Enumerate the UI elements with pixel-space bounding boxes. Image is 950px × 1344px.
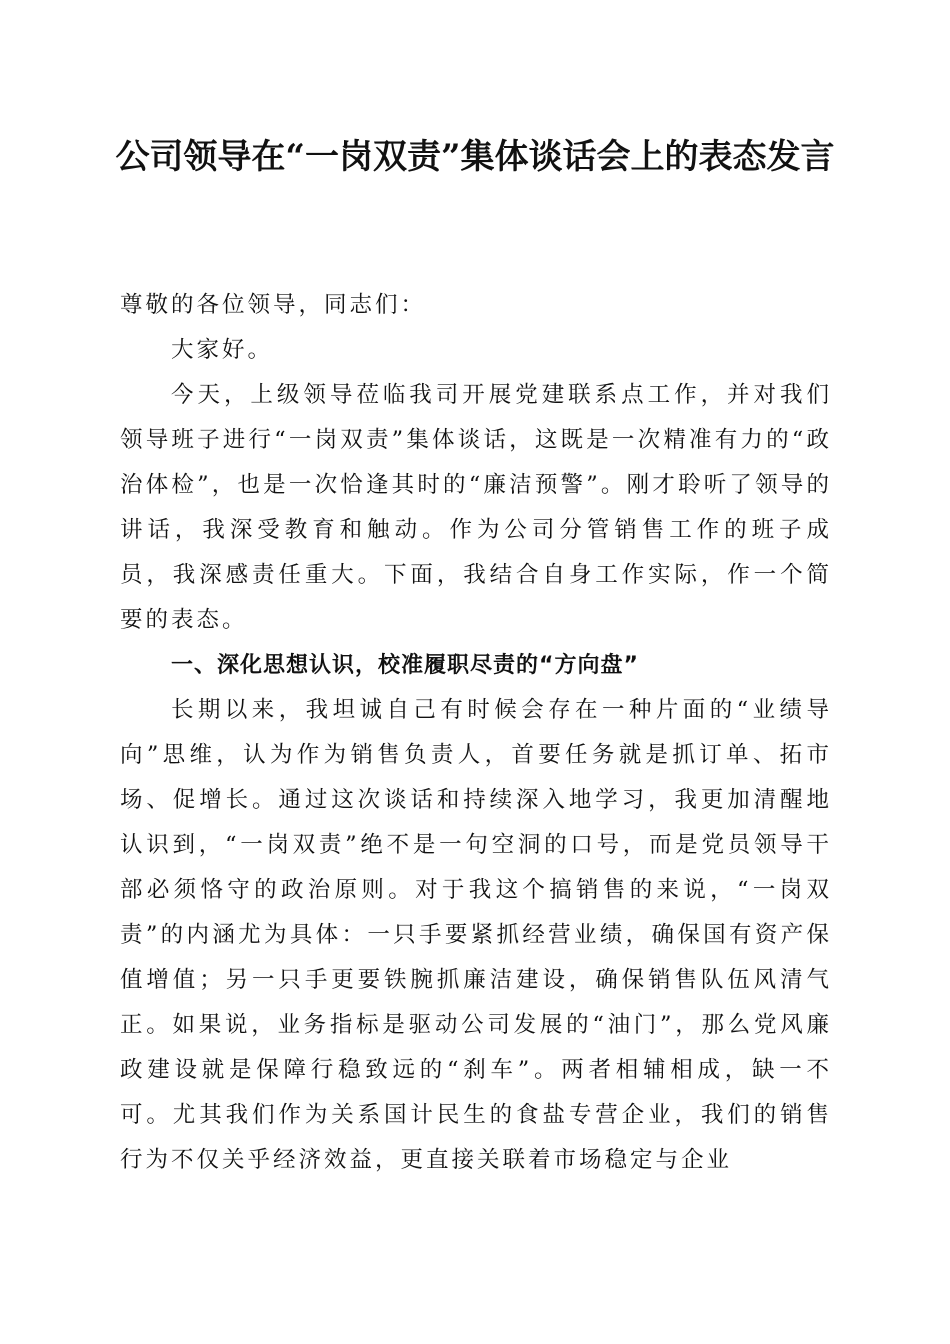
salutation: 尊敬的各位领导，同志们： (120, 292, 427, 318)
section-1-heading: 一、深化思想认识，校准履职尽责的“方向盘” (171, 653, 639, 678)
intro-paragraph: 今天，上级领导莅临我司开展党建联系点工作，并对我们领导班子进行“一岗双责”集体谈话，这既是一次精准有力的“政治体检”，也是一次恰逢其时的“廉洁预警”。刚才聆听了领导的讲话，我深受教育和触动。作为公司分管销售工作的班子成员，我深感责任重大。下面，我结合自身工作实际，作一个简要的表态。 (120, 382, 832, 633)
document-body (120, 283, 832, 1183)
section-1-paragraph: 长期以来，我坦诚自己有时候会存在一种片面的“业绩导向”思维，认为作为销售负责人，首要任务就是抓订单、拓市场、促增长。通过这次谈话和持续深入地学习，我更加清醒地认识到，“一岗双责”绝不是一句空洞的口号，而是党员领导干部必须恪守的政治原则。对于我这个搞销售的来说，“一岗双责”的内涵尤为具体：一只手要紧抓经营业绩，确保国有资产保值增值；另一只手更要铁腕抓廉洁建设，确保销售队伍风清气正。如果说，业务指标是驱动公司发展的“油门”，那么党风廉政建设就是保障行稳致远的“刹车”。两者相辅相成，缺一不可。尤其我们作为关系国计民生的食盐专营企业，我们的销售行为不仅关乎经济效益，更直接关联着市场稳定与企业 (120, 697, 832, 1173)
document-title: 公司领导在“一岗双责”集体谈话会上的表态发言 (115, 137, 835, 177)
greeting: 大家好。 (171, 337, 274, 363)
